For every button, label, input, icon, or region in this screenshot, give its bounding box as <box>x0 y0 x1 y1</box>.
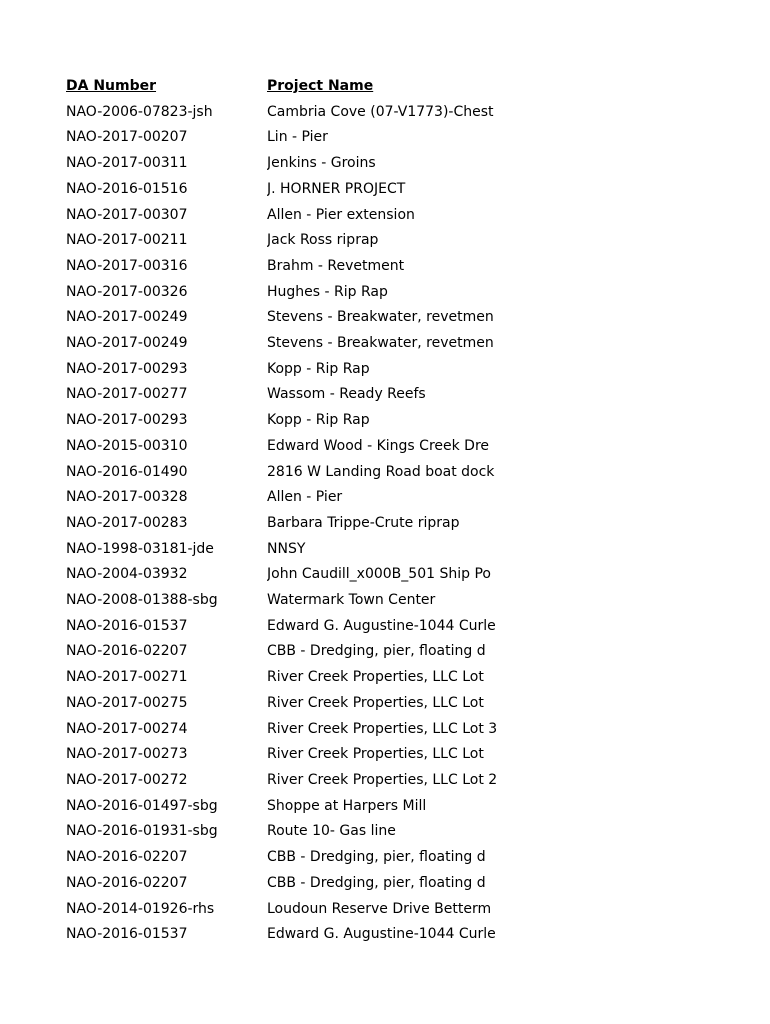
table-row <box>66 357 497 383</box>
header-project-name: Project Name <box>267 78 374 94</box>
project-name-cell: Barbara Trippe-Crute riprap <box>267 514 460 531</box>
da-number-cell: NAO-2017-00211 <box>66 232 188 249</box>
project-name-cell: Loudoun Reserve Drive Betterm <box>267 900 492 917</box>
project-name-cell: River Creek Properties, LLC Lot <box>267 669 484 686</box>
da-number-cell: NAO-2017-00307 <box>66 206 188 223</box>
table-row <box>66 203 497 229</box>
da-number-cell: NAO-2017-00293 <box>66 360 188 377</box>
project-name-cell: Edward G. Augustine-1044 Curle <box>267 617 496 634</box>
project-name-cell: Lin - Pier <box>267 129 328 146</box>
project-name-cell: Brahm - Revetment <box>267 257 405 274</box>
da-number-cell: NAO-2017-00328 <box>66 489 188 506</box>
da-number-cell: NAO-2016-01490 <box>66 463 188 480</box>
table-row <box>66 768 497 794</box>
table-row <box>66 485 497 511</box>
da-number-cell: NAO-2015-00310 <box>66 437 188 454</box>
da-number-cell: NAO-2016-01931-sbg <box>66 823 218 840</box>
project-name-cell: NNSY <box>267 540 306 557</box>
project-name-cell: J. HORNER PROJECT <box>267 180 406 197</box>
project-name-cell: CBB - Dredging, pier, floating d <box>267 643 486 660</box>
project-name-cell: Allen - Pier <box>267 489 343 506</box>
da-number-cell: NAO-1998-03181-jde <box>66 540 214 557</box>
table-row <box>66 151 497 177</box>
table-row <box>66 228 497 254</box>
da-number-cell: NAO-2017-00271 <box>66 669 188 686</box>
table-row <box>66 691 497 717</box>
da-number-cell: NAO-2016-02207 <box>66 874 188 891</box>
da-number-cell: NAO-2017-00293 <box>66 412 188 429</box>
table-row <box>66 177 497 203</box>
project-name-cell: Jack Ross riprap <box>267 232 379 249</box>
da-number-cell: NAO-2017-00274 <box>66 720 188 737</box>
table-header <box>66 74 497 100</box>
project-name-cell: Edward G. Augustine-1044 Curle <box>267 926 496 943</box>
table-row <box>66 100 497 126</box>
da-number-cell: NAO-2017-00316 <box>66 257 188 274</box>
table-row <box>66 717 497 743</box>
table-row <box>66 125 497 151</box>
project-name-cell: River Creek Properties, LLC Lot <box>267 746 484 763</box>
project-name-cell: Wassom - Ready Reefs <box>267 386 426 403</box>
table-row <box>66 639 497 665</box>
da-number-cell: NAO-2017-00326 <box>66 283 188 300</box>
table-row <box>66 434 497 460</box>
project-name-cell: River Creek Properties, LLC Lot 3 <box>267 720 498 737</box>
project-name-cell: Kopp - Rip Rap <box>267 360 370 377</box>
table-row <box>66 562 497 588</box>
table-row <box>66 254 497 280</box>
da-number-cell: NAO-2017-00272 <box>66 771 188 788</box>
project-name-cell: River Creek Properties, LLC Lot 2 <box>267 771 498 788</box>
project-name-cell: Shoppe at Harpers Mill <box>267 797 427 814</box>
da-number-cell: NAO-2017-00311 <box>66 155 188 172</box>
project-name-cell: Watermark Town Center <box>267 592 436 609</box>
header-da-number: DA Number <box>66 78 157 94</box>
table-row <box>66 511 497 537</box>
permit-table <box>66 74 497 948</box>
table-row <box>66 819 497 845</box>
project-name-cell: Cambria Cove (07-V1773)-Chest <box>267 103 494 120</box>
da-number-cell: NAO-2017-00273 <box>66 746 188 763</box>
table-body <box>66 100 497 948</box>
da-number-cell: NAO-2017-00249 <box>66 335 188 352</box>
da-number-cell: NAO-2004-03932 <box>66 566 188 583</box>
table-row <box>66 845 497 871</box>
project-name-cell: Jenkins - Groins <box>267 155 376 172</box>
table-row <box>66 305 497 331</box>
table-row <box>66 665 497 691</box>
table-row <box>66 922 497 948</box>
da-number-cell: NAO-2016-01497-sbg <box>66 797 218 814</box>
table-row <box>66 588 497 614</box>
da-number-cell: NAO-2014-01926-rhs <box>66 900 215 917</box>
project-name-cell: River Creek Properties, LLC Lot <box>267 694 484 711</box>
project-name-cell: Stevens - Breakwater, revetmen <box>267 335 494 352</box>
project-name-cell: Route 10- Gas line <box>267 823 396 840</box>
table-row <box>66 382 497 408</box>
table-row <box>66 460 497 486</box>
project-name-cell: Stevens - Breakwater, revetmen <box>267 309 494 326</box>
project-name-cell: Allen - Pier extension <box>267 206 415 223</box>
project-name-cell: Kopp - Rip Rap <box>267 412 370 429</box>
table-row <box>66 614 497 640</box>
table-row <box>66 408 497 434</box>
da-number-cell: NAO-2017-00249 <box>66 309 188 326</box>
project-name-cell: CBB - Dredging, pier, floating d <box>267 874 486 891</box>
da-number-cell: NAO-2016-02207 <box>66 643 188 660</box>
da-number-cell: NAO-2016-02207 <box>66 849 188 866</box>
project-name-cell: Edward Wood - Kings Creek Dre <box>267 437 490 454</box>
header-row <box>66 74 497 100</box>
table-row <box>66 871 497 897</box>
da-number-cell: NAO-2016-01516 <box>66 180 188 197</box>
table-row <box>66 742 497 768</box>
table-row <box>66 537 497 563</box>
da-number-cell: NAO-2006-07823-jsh <box>66 103 213 120</box>
da-number-cell: NAO-2008-01388-sbg <box>66 592 218 609</box>
table-row <box>66 794 497 820</box>
da-number-cell: NAO-2016-01537 <box>66 617 188 634</box>
da-number-cell: NAO-2017-00277 <box>66 386 188 403</box>
project-name-cell: 2816 W Landing Road boat dock <box>267 463 495 480</box>
da-number-cell: NAO-2017-00275 <box>66 694 188 711</box>
da-number-cell: NAO-2016-01537 <box>66 926 188 943</box>
project-name-cell: John Caudill_x000B_501 Ship Po <box>267 566 491 583</box>
table-row <box>66 897 497 923</box>
table-row <box>66 331 497 357</box>
project-name-cell: Hughes - Rip Rap <box>267 283 388 300</box>
table-row <box>66 280 497 306</box>
project-name-cell: CBB - Dredging, pier, floating d <box>267 849 486 866</box>
da-number-cell: NAO-2017-00207 <box>66 129 188 146</box>
da-number-cell: NAO-2017-00283 <box>66 514 188 531</box>
